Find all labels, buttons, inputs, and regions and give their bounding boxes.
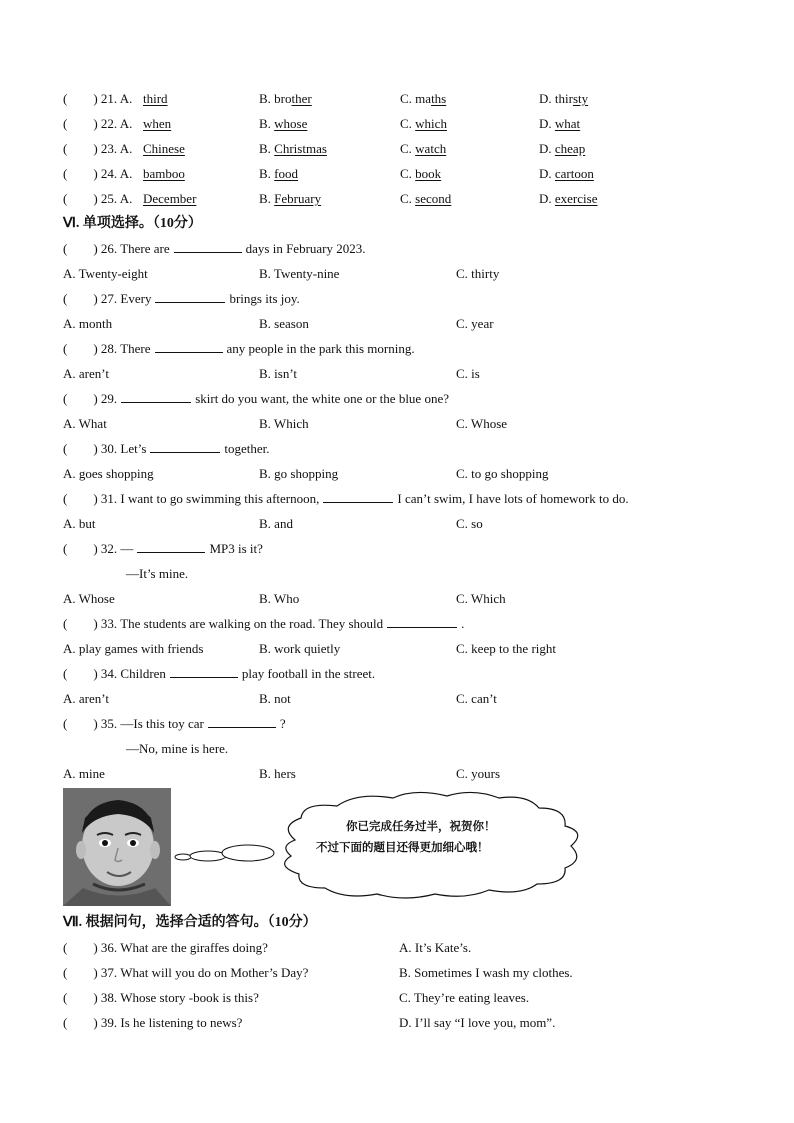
answer-paren[interactable]: ( [63, 1015, 68, 1030]
option-25c-letter: C. [400, 191, 416, 206]
option-32a: A. Whose [63, 591, 115, 606]
option-23c-text: watch [415, 141, 447, 156]
question-text-after: I can’t swim, I have lots of homework to do. [397, 491, 629, 506]
option-30b: B. go shopping [259, 466, 339, 481]
question-text-after: ? [279, 716, 286, 731]
answer-paren[interactable]: ( [63, 491, 68, 506]
option-21b-text-1: bro [274, 91, 292, 106]
fill-blank[interactable] [155, 290, 225, 303]
question-30 [63, 439, 270, 459]
option-22a-text: when [143, 116, 172, 131]
option-30c: C. to go shopping [456, 466, 549, 481]
option-24c [400, 164, 441, 184]
match-question-36 [63, 938, 268, 958]
question-text: ) 37. What will you do on Mother’s Day? [93, 965, 309, 980]
question-23: ( ) 23. A. [63, 141, 133, 156]
fill-blank[interactable] [208, 715, 276, 728]
option-21c [400, 89, 446, 109]
option-22c [400, 114, 447, 134]
option-24b-text: food [274, 166, 299, 181]
option-22b-letter: B. [259, 116, 275, 131]
question-27 [63, 289, 300, 309]
option-32b: B. Who [259, 591, 300, 606]
question-text: ) 39. Is he listening to news? [93, 1015, 243, 1030]
option-23d-text: cheap [554, 141, 586, 156]
question-text: ) 34. Children [93, 666, 166, 681]
bubble-text-2: 不过下面的题目还得更加细心哦！ [316, 840, 489, 854]
dialogue-reply: —It’s mine. [126, 566, 189, 581]
option-27a: A. month [63, 316, 113, 331]
option-21c-text-1: ma [415, 91, 432, 106]
bubble-text-1: 你已完成任务过半，祝贺你！ [346, 819, 496, 833]
section-7-title: Ⅶ. 根据问句，选择合适的答句。（10分） [63, 915, 317, 930]
option-30a: A. goes shopping [63, 466, 154, 481]
match-answer-b: B. Sometimes I wash my clothes. [399, 965, 573, 980]
option-25d-text: exercise [554, 191, 598, 206]
question-25: ( ) 25. A. [63, 191, 133, 206]
option-26b: B. Twenty-nine [259, 266, 340, 281]
boy-face-photo [63, 788, 171, 906]
answer-paren[interactable]: ( [63, 291, 68, 306]
question-text-after: together. [224, 441, 270, 456]
option-28a: A. aren’t [63, 366, 109, 381]
question-text: ) 26. There are [93, 241, 170, 256]
option-23b-letter: B. [259, 141, 275, 156]
question-text-after: brings its joy. [229, 291, 300, 306]
answer-paren[interactable]: ( [63, 391, 68, 406]
answer-paren[interactable]: ( [63, 990, 68, 1005]
option-25b [259, 189, 321, 209]
fill-blank[interactable] [387, 615, 457, 628]
match-answer-a: A. It’s Kate’s. [399, 940, 472, 955]
option-27c: C. year [456, 316, 494, 331]
fill-blank[interactable] [137, 540, 205, 553]
question-28 [63, 339, 415, 359]
option-27b: B. season [259, 316, 309, 331]
answer-paren[interactable]: ( [63, 441, 68, 456]
option-25a-text: December [143, 191, 197, 206]
question-35 [63, 714, 286, 734]
question-text: ) 38. Whose story -book is this? [93, 990, 259, 1005]
answer-paren[interactable]: ( [63, 940, 68, 955]
option-26a: A. Twenty-eight [63, 266, 148, 281]
option-24d-text: cartoon [554, 166, 594, 181]
option-24d-letter: D. [539, 166, 555, 181]
option-23c [400, 139, 446, 159]
match-answer-c: C. They’re eating leaves. [399, 990, 530, 1005]
dialogue-reply: —No, mine is here. [126, 741, 229, 756]
question-text-after: MP3 is it? [209, 541, 263, 556]
answer-paren[interactable]: ( [63, 616, 68, 631]
question-31 [63, 489, 629, 509]
option-22d [539, 114, 580, 134]
question-34 [63, 664, 375, 684]
option-25c-text: second [415, 191, 452, 206]
option-31c: C. so [456, 516, 483, 531]
question-text-after: play football in the street. [241, 666, 376, 681]
option-25a [143, 189, 196, 209]
option-23b-text: Christmas [274, 141, 327, 156]
answer-paren[interactable]: ( [63, 666, 68, 681]
fill-blank[interactable] [174, 240, 242, 253]
option-22c-text: which [415, 116, 447, 131]
option-22d-letter: D. [539, 116, 555, 131]
option-25b-letter: B. [259, 191, 275, 206]
option-33a: A. play games with friends [63, 641, 204, 656]
option-21b-text-2: ther [291, 91, 312, 106]
fill-blank[interactable] [121, 390, 191, 403]
option-21a [143, 89, 168, 109]
option-24d [539, 164, 594, 184]
option-21d-text-1: thir [554, 91, 573, 106]
question-22: ( ) 22. A. [63, 116, 133, 131]
question-26 [63, 239, 366, 259]
option-25c [400, 189, 451, 209]
option-24a [143, 164, 185, 184]
option-34b: B. not [259, 691, 291, 706]
option-26c: C. thirty [456, 266, 500, 281]
option-24b-letter: B. [259, 166, 275, 181]
question-text: ) 28. There [93, 341, 151, 356]
option-23a [143, 139, 185, 159]
answer-paren[interactable]: ( [63, 716, 68, 731]
answer-paren[interactable]: ( [63, 541, 68, 556]
question-33 [63, 614, 464, 634]
question-21: ( ) 21. A. [63, 91, 133, 106]
option-35b: B. hers [259, 766, 296, 781]
match-question-37 [63, 963, 308, 983]
option-23a-text: Chinese [143, 141, 185, 156]
match-question-39 [63, 1013, 242, 1033]
option-21b [259, 89, 312, 109]
option-31b: B. and [259, 516, 293, 531]
section-6-title: Ⅵ. 单项选择。（10分） [63, 216, 202, 231]
option-24b [259, 164, 298, 184]
option-23b [259, 139, 327, 159]
option-22b-text: whose [274, 116, 308, 131]
question-text-after: any people in the park this morning. [226, 341, 415, 356]
option-29a: A. What [63, 416, 107, 431]
option-32c: C. Which [456, 591, 506, 606]
option-28b: B. isn’t [259, 366, 298, 381]
answer-paren[interactable]: ( [63, 341, 68, 356]
question-text: ) 35. —Is this toy car [93, 716, 204, 731]
option-25d [539, 189, 597, 209]
option-24c-letter: C. [400, 166, 416, 181]
option-21d [539, 89, 588, 109]
option-21a-text: third [143, 91, 168, 106]
question-text: ) 36. What are the giraffes doing? [93, 940, 268, 955]
illustration [63, 788, 605, 906]
question-text: ) 33. The students are walking on the road. They should [93, 616, 384, 631]
question-32 [63, 539, 263, 559]
option-22c-letter: C. [400, 116, 416, 131]
option-23c-letter: C. [400, 141, 416, 156]
question-text-after: . [461, 616, 465, 631]
option-35a: A. mine [63, 766, 105, 781]
fill-blank[interactable] [150, 440, 220, 453]
question-text: ) 31. I want to go swimming this afternoon, [93, 491, 320, 506]
option-21d-letter: D. [539, 91, 555, 106]
answer-paren[interactable]: ( [63, 965, 68, 980]
question-text: ) 32. — [93, 541, 134, 556]
option-22d-text: what [554, 116, 581, 131]
question-24: ( ) 24. A. [63, 166, 133, 181]
question-text: ) 29. [93, 391, 118, 406]
option-21c-text-2: ths [431, 91, 447, 106]
option-29c: C. Whose [456, 416, 508, 431]
option-22b [259, 114, 307, 134]
match-question-38 [63, 988, 259, 1008]
option-34c: C. can’t [456, 691, 497, 706]
question-text-after: skirt do you want, the white one or the blue one? [195, 391, 449, 406]
option-31a: A. but [63, 516, 96, 531]
option-34a: A. aren’t [63, 691, 109, 706]
question-29 [63, 389, 449, 409]
match-answer-d: D. I’ll say “I love you, mom”. [399, 1015, 556, 1030]
option-33b: B. work quietly [259, 641, 341, 656]
option-24c-text: book [415, 166, 442, 181]
fill-blank[interactable] [170, 665, 238, 678]
option-25d-letter: D. [539, 191, 555, 206]
option-23d [539, 139, 585, 159]
option-21b-letter: B. [259, 91, 275, 106]
option-23d-letter: D. [539, 141, 555, 156]
question-text: ) 30. Let’s [93, 441, 147, 456]
option-35c: C. yours [456, 766, 501, 781]
option-25b-text: February [274, 191, 322, 206]
option-33c: C. keep to the right [456, 641, 557, 656]
option-24a-text: bamboo [143, 166, 185, 181]
answer-paren[interactable]: ( [63, 241, 68, 256]
question-text: ) 27. Every [93, 291, 152, 306]
option-21c-letter: C. [400, 91, 416, 106]
fill-blank[interactable] [323, 490, 393, 503]
fill-blank[interactable] [155, 340, 223, 353]
option-28c: C. is [456, 366, 480, 381]
option-21d-text-2: sty [572, 91, 589, 106]
option-29b: B. Which [259, 416, 309, 431]
question-text-after: days in February 2023. [245, 241, 366, 256]
option-22a [143, 114, 171, 134]
